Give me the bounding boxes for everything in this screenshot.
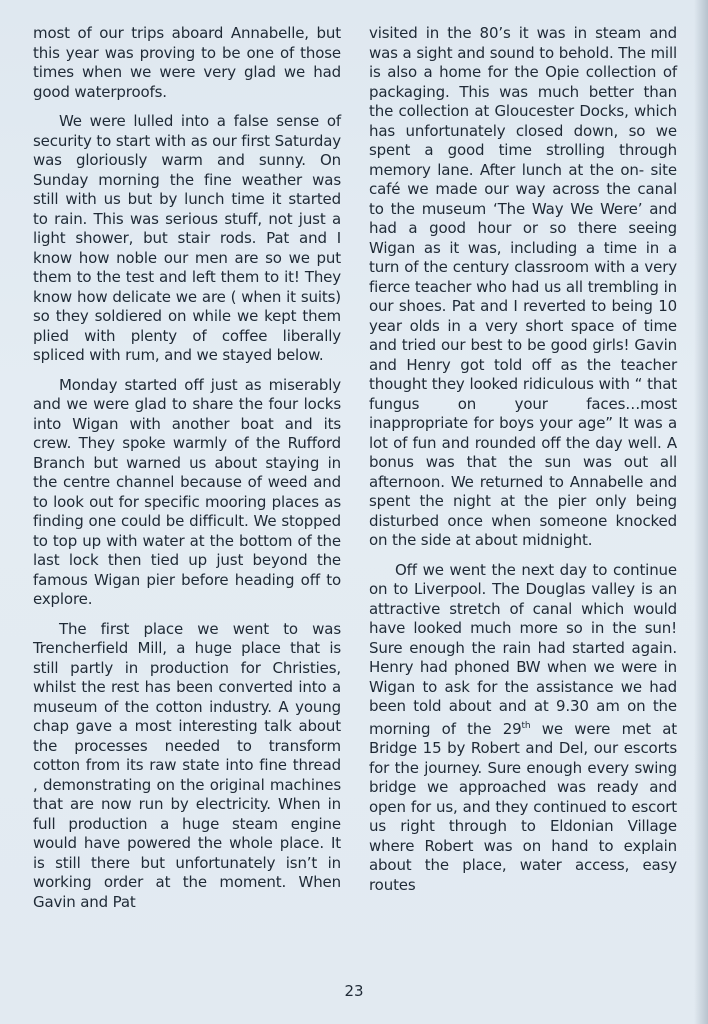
paragraph: The first place we went to was Trencherfield Mill, a huge place that is still partly in production for Christies, whilst the rest has been converted into a museum of the cotton industry. A young chap gave a most interesting talk about the processes needed to transform cotton from its raw state into fine thread , demonstrating on the original machines that are now run by electricity. When in full production a huge steam engine would have powered the whole place. It is still there but unfortunately isn’t in working order at the moment. When Gavin and Pat [33, 619, 341, 911]
paragraph [369, 561, 677, 896]
paragraph: Monday started off just as miserably and we were glad to share the four locks into Wigan with another boat and its crew. They spoke warmly of the Rufford Branch but warned us about staying in the centre channel because of weed and to look out for specific mooring places as finding one could be difficult. We stopped to top up with water at the bottom of the last lock then tied up just beyond the famous Wigan pier before heading off to explore. [33, 375, 341, 608]
paragraph: We were lulled into a false sense of security to start with as our first Saturday was gloriously warm and sunny. On Sunday morning the fine weather was still with us but by lunch time it started to rain. This was serious stuff, not just a light shower, but stair rods. Pat and I know how noble our men are so we put them to the test and left them to it! They know how delicate we are ( when it suits) so they soldiered on while we kept them plied with plenty of coffee liberally spliced with rum, and we stayed below. [33, 112, 341, 364]
page-number: 23 [344, 982, 364, 1000]
right-text-column [369, 24, 677, 905]
page-edge-shadow [694, 0, 708, 1024]
left-text-column [33, 24, 341, 922]
paragraph-text: we were met at Bridge 15 by Robert and Del, our escorts for the journey. Sure enough every swing bridge we approached was ready and open for us, and they continued to escort us right through to Eldonian Village where Robert was on hand to explain about the place, water access, easy routes [369, 719, 677, 894]
paragraph-text: Off we went the next day to continue on to Liverpool. The Douglas valley is an attractive stretch of canal which would have looked much more so in the sun! Sure enough the rain had started again. Henry had phoned BW when we were in Wigan to ask for the assistance we had been told about and at 9.30 am on the morning of the 29 [369, 560, 677, 738]
paragraph: most of our trips aboard Annabelle, but this year was proving to be one of those times when we were very glad we had good waterproofs. [33, 24, 341, 101]
paragraph: visited in the 80’s it was in steam and was a sight and sound to behold. The mill is also a home for the Opie collection of packaging. This was much better than the collection at Gloucester Docks, which has unfortunately closed down, so we spent a good time strolling through memory lane. After lunch at the on- site café we made our way across the canal to the museum ‘The Way We Were’ and had a good hour or so there seeing Wigan as it was, including a time in a turn of the century classroom with a very fierce teacher who had us all trembling in our shoes. Pat and I reverted to being 10 year olds in a very short space of time and tried our best to be good girls! Gavin and Henry got told off as the teacher thought they looked ridiculous with “ that fungus on your faces…most inappropriate for boys your age” It was a lot of fun and rounded off the day well. A bonus was that the sun was out all afternoon. We returned to Annabelle and spent the night at the pier only being disturbed once when someone knocked on the side at about midnight. [369, 24, 677, 549]
ordinal-suffix: th [521, 720, 531, 731]
